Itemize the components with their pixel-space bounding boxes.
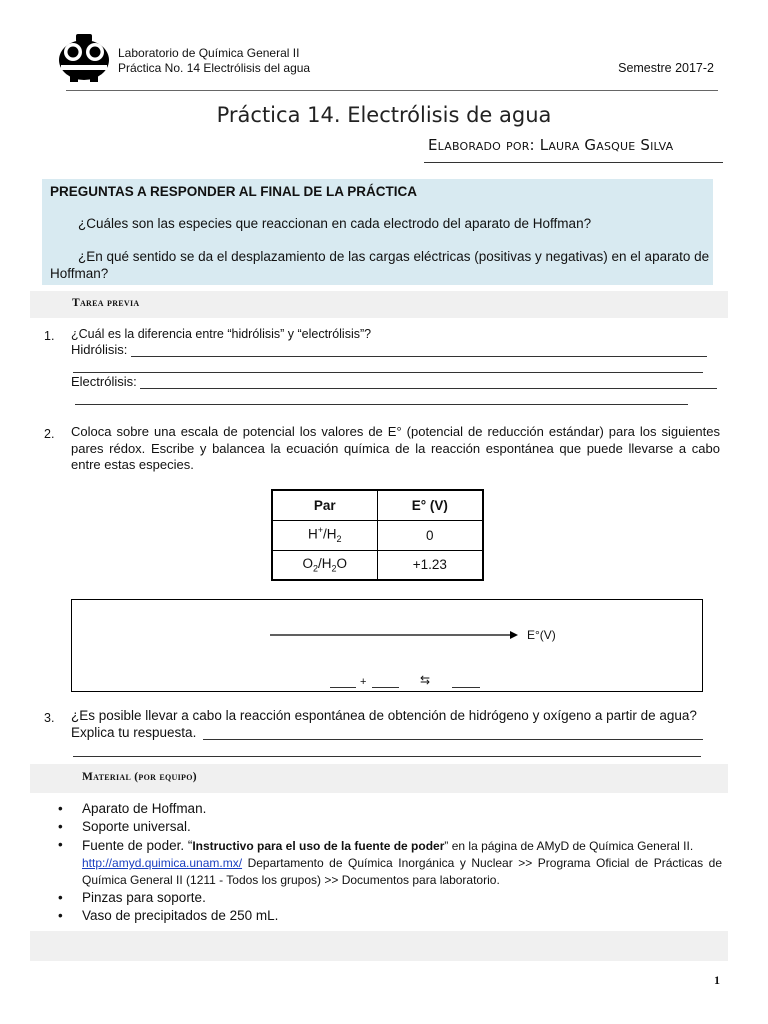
- item1-hidrolisis-answer-line-2[interactable]: [73, 372, 703, 373]
- tarea-previa-title: Tarea previa: [72, 297, 140, 309]
- table-header-row: [272, 490, 483, 520]
- table-row: [272, 520, 483, 550]
- item2-text: Coloca sobre una escala de potencial los valores de E° (potencial de reducción estándar) para los siguientes pares rédox. Escribe y balancea la ecuación química de la reacción espontánea que puede llevarse a cabo entre estas especies.: [71, 424, 720, 472]
- material-item-text: Pinzas para soporte.: [82, 890, 206, 905]
- table-header-e0: E° (V): [377, 490, 483, 520]
- par-subscript: 2: [313, 563, 319, 574]
- questions-box-title: PREGUNTAS A RESPONDER AL FINAL DE LA PRÁCTICA: [50, 184, 418, 199]
- material-item-text: Aparato de Hoffman.: [82, 801, 207, 816]
- par-superscript: +: [317, 525, 324, 536]
- bullet-icon: •: [58, 819, 63, 834]
- material-item-text: Soporte universal.: [82, 819, 191, 834]
- material-item-power-source: [58, 837, 722, 889]
- material-item: [58, 908, 278, 923]
- item1-electrolisis-answer-line-1[interactable]: [140, 388, 717, 389]
- potential-scale-arrow: [270, 629, 520, 641]
- item1-hidrolisis-answer-line-1[interactable]: [131, 356, 707, 357]
- header-divider: [66, 90, 718, 91]
- header-practice-line: Práctica No. 14 Electrólisis del agua: [118, 61, 311, 75]
- item2-number: 2.: [44, 427, 55, 441]
- item3-answer-line-2[interactable]: [73, 756, 701, 757]
- item3-question: ¿Es posible llevar a cabo la reacción espontánea de obtención de hidrógeno y oxígeno a partir de agua?: [71, 708, 697, 723]
- par-text: /H: [318, 555, 332, 571]
- power-source-instructions-bold: Instructivo para el uso de la fuente de poder: [192, 839, 445, 853]
- item3-answer-line-1[interactable]: [203, 739, 703, 740]
- redox-pairs-table: [271, 489, 484, 581]
- table-row: [272, 550, 483, 580]
- page-title-bold: Práctica 14.: [216, 103, 341, 127]
- par-subscript: 2: [331, 563, 337, 574]
- equation-blank-2[interactable]: [372, 687, 399, 688]
- potential-scale-axis-label: E°(V): [527, 628, 556, 642]
- empty-section-bar: [30, 931, 728, 961]
- item3-prompt: Explica tu respuesta.: [71, 725, 197, 740]
- bullet-icon: •: [58, 890, 63, 905]
- item1-electrolisis-label: Electrólisis:: [71, 374, 137, 389]
- par-text: /H: [323, 526, 337, 542]
- potential-scale-box: [71, 599, 703, 692]
- power-source-suffix: ” en la página de AMyD de Química General II.: [444, 839, 694, 853]
- table-cell-par: [272, 520, 377, 550]
- material-title: Material (por equipo): [82, 771, 197, 783]
- par-text: H: [308, 526, 318, 542]
- material-item: [58, 801, 206, 816]
- bullet-icon: •: [58, 801, 63, 816]
- par-text: O: [336, 555, 348, 571]
- par-subscript: 2: [336, 534, 342, 545]
- item1-number: 1.: [44, 329, 55, 343]
- power-source-path: Departamento de Química Inorgánica y Nuclear >> Programa Oficial de Prácticas de Química General II (1211 - Todos los grupos) >> Documentos para laboratorio.: [82, 856, 722, 887]
- equation-plus: +: [360, 676, 367, 688]
- questions-box-q1: ¿Cuáles son las especies que reaccionan en cada electrodo del aparato de Hoffman?: [78, 216, 592, 231]
- header-lab-name: Laboratorio de Química General II: [118, 46, 300, 60]
- equation-blank-1[interactable]: [330, 687, 356, 688]
- par-text: O: [302, 555, 314, 571]
- bullet-icon: •: [58, 908, 63, 923]
- equation-equilibrium-arrow: ⇆: [420, 673, 431, 687]
- item1-hidrolisis-label: Hidrólisis:: [71, 342, 128, 357]
- header-semester: Semestre 2017-2: [618, 61, 714, 75]
- material-item: [58, 890, 206, 905]
- table-header-par: Par: [272, 490, 377, 520]
- amyd-link[interactable]: http://amyd.quimica.unam.mx/: [82, 856, 243, 870]
- bullet-icon: •: [58, 837, 63, 852]
- page-number: 1: [714, 973, 720, 987]
- material-item: [58, 819, 191, 834]
- page-title: [0, 103, 768, 127]
- author-divider: [424, 162, 723, 163]
- author-line: Elaborado por: Laura Gasque Silva: [428, 136, 674, 154]
- material-item-text: Vaso de precipitados de 250 mL.: [82, 908, 279, 923]
- equation-blank-3[interactable]: [452, 687, 480, 688]
- faculty-logo: [58, 32, 110, 82]
- item1-electrolisis-answer-line-2[interactable]: [75, 404, 688, 405]
- power-source-prefix: Fuente de poder. “: [82, 838, 193, 853]
- table-cell-e0: 0: [377, 520, 483, 550]
- item3-number: 3.: [44, 711, 55, 725]
- page-title-rest: Electrólisis de agua: [340, 103, 552, 127]
- questions-box-q2: ¿En qué sentido se da el desplazamiento de las cargas eléctricas (positivas y negativas) en el aparato de Hoffman?: [50, 249, 710, 281]
- table-cell-e0: +1.23: [377, 550, 483, 580]
- item1-question: ¿Cuál es la diferencia entre “hidrólisis” y “electrólisis”?: [71, 327, 372, 341]
- table-cell-par: [272, 550, 377, 580]
